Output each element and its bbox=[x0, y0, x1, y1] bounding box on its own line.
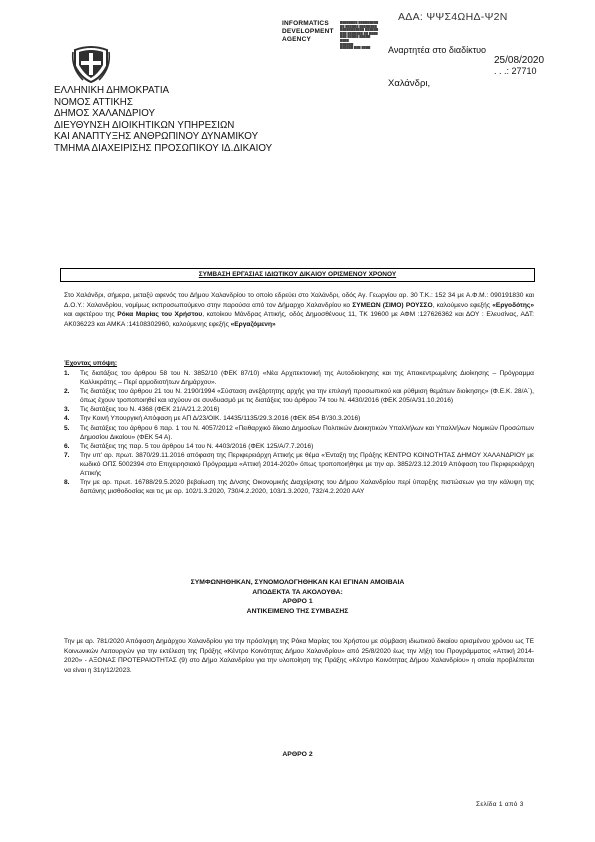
post-online-label: Αναρτητέα στο διαδίκτυο bbox=[388, 45, 487, 55]
document-date: 25/08/2020 bbox=[494, 55, 545, 66]
item-number: 3. bbox=[64, 406, 70, 414]
protocol-number: . . .: 27710 bbox=[494, 66, 537, 76]
article-1-text: Την με αρ. 781/2020 Απόφαση Δημάρχου Χαλανδρίου για την πρόσληψη της Ρόκα Μαρίας του Χρήστου με σύμβαση ιδιωτικού δικαίου ορισμένου χρόνου ως ΤΕ Κοινωνικών Λειτουργών για την εκτέλεση της Πράξης «Κέντρο Κοινότητας Δήμου Χαλανδρίου» από 25/8/2020 έως την λήξη του Προγράμματος «Αττική 2014-2020» - ΑΞΟΝΑΣ ΠΡΟΤΕΡΑΙΟΤΗΤΑΣ (9) στο Δήμο Χαλανδρίου για την υλοποίηση της Πράξης «Κέντρο Κοινότητας Δήμου Χαλανδρίου» η οποία προβλέπεται να είναι η 31η/12/2023. bbox=[64, 638, 534, 674]
authority-line: ΝΟΜΟΣ ΑΤΤΙΚΗΣ bbox=[54, 96, 133, 108]
item-number: 4. bbox=[64, 415, 70, 423]
intro-text: Στο Χαλάνδρι, σήμερα, μεταξύ αφενός του Δήμου Χαλανδρίου το οποίο εδρεύει στο Χαλάνδρι, οδός Αγ. Γεωργίου αρ. 30 Τ.Κ.: 152 34 με Α.Φ.Μ.: 090191830 και Δ.Ο.Υ.: Χαλανδρίου, νομίμως εκπροσωπούμενο στην παρούσα από τον Δήμαρχο Χαλανδρίου κο bbox=[64, 292, 534, 309]
item-number: 5. bbox=[64, 424, 70, 432]
mayor-name: ΣΥΜΕΩΝ (ΣΙΜΟ) ΡΟΥΣΣΟ bbox=[352, 301, 433, 309]
list-item bbox=[64, 442, 534, 451]
considerations-list bbox=[64, 369, 534, 496]
intro-text: , κατοίκου Μάνδρας Αττικής, οδός Δημοσθένους 11, ΤΚ 19600 με ΑΦΜ :127626362 και ΔΟΥ : Ελευσίνας, ΑΔΤ: ΑΚ036223 και ΑΜΚΑ :14108302960, καλούμενης εφεξής bbox=[64, 311, 534, 328]
item-text: Την υπ' αρ. πρωτ. 3870/29.11.2016 απόφαση της Περιφερειάρχη Αττικής με θέμα «Ένταξη της Πράξης ΚΕΝΤΡΟ ΚΟΙΝΟΤΗΤΑΣ ΔΗΜΟΥ ΧΑΛΑΝΔΡΙΟΥ με κωδικό ΟΠΣ 5002394 στο Επιχειρησιακό Πρόγραμμα «Αττική 2014-2020» όπως τροποποιήθηκε με την αρ. 3852/23.12.2019 Απόφαση του Περιφερειάρχη Αττικής bbox=[80, 451, 534, 478]
contract-title: ΣΥΜΒΑΣΗ ΕΡΓΑΣΙΑΣ ΙΔΙΩΤΙΚΟΥ ΔΙΚΑΙΟΥ ΟΡΙΣΜΕΝΟΥ ΧΡΟΝΟΥ bbox=[60, 268, 535, 282]
item-number: 8. bbox=[64, 479, 70, 487]
intro-text: και αφετέρου της bbox=[64, 311, 118, 319]
item-text: Την Κοινή Υπουργική Απόφαση με ΑΠ Δ/23/ΟΙΚ. 14435/1135/29.3.2016 (ΦΕΚ 854 Β'/30.3.2016) bbox=[80, 415, 361, 423]
list-item bbox=[64, 478, 534, 496]
informatics-agency-logo bbox=[282, 20, 342, 44]
item-text: Τις διατάξεις του άρθρου 21 του Ν. 2190/1994 «Σύσταση ανεξάρτητης αρχής για την επιλογή προσωπικού και ρύθμιση θεμάτων διοίκησης» (Φ.Ε.Κ. 28/Α΄), όπως έχουν τροποποιηθεί και ισχύουν σε συνδυασμό με τις διατάξεις του άρθρου 74 του Ν. 4430/2016 (ΦΕΚ 205/Α/31.10.2016) bbox=[80, 388, 534, 405]
list-item bbox=[64, 369, 534, 387]
item-text: Την με αρ. πρωτ. 16788/29.5.2020 βεβαίωση της Δ/νσης Οικονομικής Διαχείρισης του Δήμου Χαλανδρίου περί ύπαρξης πιστώσεων για την κάλυψη της δαπάνης μισθοδοσίας και τις με αρ. 102/1.3.2020, 730/4.2.2020, 103/1.3.2020, 732/4.2.2020 ΑΑΥ bbox=[80, 479, 534, 496]
article-1-heading: ΑΡΘΡΟ 1 bbox=[282, 598, 313, 605]
authority-line: ΔΗΜΟΣ ΧΑΛΑΝΔΡΙΟΥ bbox=[54, 108, 156, 120]
logo-line: INFORMATICS bbox=[282, 20, 329, 27]
list-item bbox=[64, 387, 534, 405]
agreement-line: ΣΥΜΦΩΝΗΘΗΚΑΝ, ΣΥΝΟΜΟΛΟΓΗΘΗΚΑΝ ΚΑΙ ΕΓΙΝΑΝ ΑΜΟΙΒΑΙΑ bbox=[190, 579, 405, 586]
list-item bbox=[64, 414, 534, 423]
agreement-line: ΑΠΟΔΕΚΤΑ ΤΑ ΑΚΟΛΟΥΘΑ: bbox=[252, 588, 343, 596]
article-2-heading: ΑΡΘΡΟ 2 bbox=[282, 751, 313, 758]
agreement-heading bbox=[0, 578, 595, 616]
item-text: Τις διατάξεις του Ν. 4368 (ΦΕΚ 21/Α/21.2.2016) bbox=[80, 406, 220, 414]
list-item bbox=[64, 424, 534, 442]
city-line: Χαλάνδρι, bbox=[388, 78, 431, 89]
considering-heading: Έχοντας υπόψη: bbox=[64, 360, 118, 367]
item-number: 2. bbox=[64, 388, 70, 396]
item-number: 1. bbox=[64, 370, 70, 377]
item-text: Τις διατάξεις του άρθρου 6 παρ. 1 του Ν. 4057/2012 «Πειθαρχικό δίκαιο Δημοσίων Πολιτικών Διοικητικών Υπαλλήλων και Υπαλλήλων Νομικών Προσώπων Δημοσίου Δικαίου» (ΦΕΚ 54 Α). bbox=[80, 424, 534, 441]
eu-funding-lettering: ████████ █████████ ██ ██████ ████████ ███████████ ██████ ███ ███████ ██ ████ ███ █████ █████ ████ ██████ ██████ ███ ████ bbox=[340, 21, 379, 50]
list-item bbox=[64, 405, 534, 414]
authority-header bbox=[54, 85, 272, 155]
employer-term: «Εργοδότης» bbox=[492, 301, 534, 309]
item-text: Τις διατάξεις του άρθρου 58 του Ν. 3852/10 (ΦΕΚ 87/10) «Νέα Αρχιτεκτονική της Αυτοδιοίκησης και της Αποκεντρωμένης Διοίκησης – Πρόγραμμα Καλλικράτης – Περί αρμοδιοτήτων Δημάρχου». bbox=[80, 370, 534, 387]
list-item bbox=[64, 451, 534, 478]
employee-name: Ρόκα Μαρίας του Χρήστου bbox=[117, 311, 203, 319]
intro-paragraph bbox=[64, 291, 534, 329]
page-number: Σελίδα 1 από 3 bbox=[476, 801, 524, 808]
article-1-subtitle: ΑΝΤΙΚΕΙΜΕΝΟ ΤΗΣ ΣΥΜΒΑΣΗΣ bbox=[246, 607, 349, 615]
authority-line: ΕΛΛΗΝΙΚΗ ΔΗΜΟΚΡΑΤΙΑ bbox=[54, 85, 170, 96]
authority-line: ΚΑΙ ΑΝΑΠΤΥΞΗΣ ΑΝΘΡΩΠΙΝΟΥ ΔΥΝΑΜΙΚΟΥ bbox=[54, 131, 259, 143]
item-text: Τις διατάξεις της παρ. 5 του άρθρου 14 του Ν. 4403/2016 (ΦΕΚ 125/Α/7.7.2016) bbox=[80, 442, 314, 450]
authority-line: ΔΙΕΥΘΥΝΣΗ ΔΙΟΙΚΗΤΙΚΩΝ ΥΠΗΡΕΣΙΩΝ bbox=[54, 119, 235, 131]
ada-code: ΑΔΑ: ΨΨΣ4ΩΗΔ-Ψ2Ν bbox=[398, 11, 508, 23]
authority-line: ΤΜΗΜΑ ΔΙΑΧΕΙΡΙΣΗΣ ΠΡΟΣΩΠΙΚΟΥ ΙΔ.ΔΙΚΑΙΟΥ bbox=[54, 142, 273, 154]
item-number: 7. bbox=[64, 451, 70, 459]
logo-line: AGENCY bbox=[282, 36, 312, 43]
greek-emblem-icon bbox=[71, 42, 111, 84]
logo-line: DEVELOPMENT bbox=[282, 28, 334, 35]
item-number: 6. bbox=[64, 442, 70, 450]
employee-term: «Εργαζόμενη» bbox=[230, 320, 276, 328]
intro-text: , καλούμενο εφεξής bbox=[432, 301, 493, 309]
